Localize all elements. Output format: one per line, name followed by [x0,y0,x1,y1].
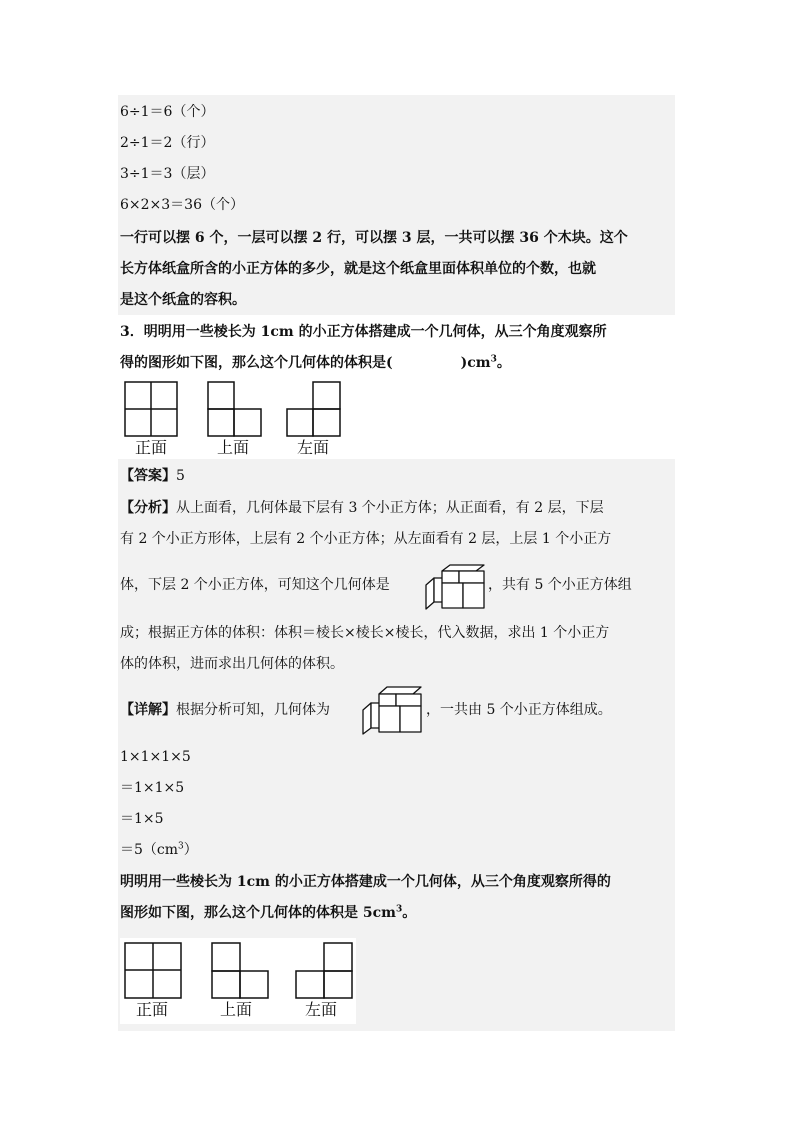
analysis-label: 【分析】 [120,500,176,516]
conclusion-sup: 3 [395,904,403,915]
calc-bottom-2: ＝1×1×5 [120,780,185,796]
question-text: 得的图形如下图，那么这个几何体的体积是( [120,355,393,371]
solid-figure-2 [361,684,425,740]
calc-bottom-3: ＝1×5 [120,811,164,827]
analysis-line-1 [120,498,604,518]
answer-value: 5 [176,468,185,484]
analysis-line-4: 成；根据正方体的体积：体积＝棱长×棱长×棱长，代入数据，求出 1 个小正方 [120,625,610,641]
detail-label: 【详解】 [120,702,176,718]
calc-bottom-4-end: ） [183,842,198,858]
calc-line-1: 6÷1＝6（个） [120,104,215,120]
detail-line-b: ，一共由 5 个小正方体组成。 [426,702,612,718]
conclusion-end: 。 [402,905,417,921]
analysis-line-5: 体的体积，进而求出几何体的体积。 [120,656,344,672]
caption-left-1: 左面 [297,438,330,457]
calc-bottom-1: 1×1×1×5 [120,749,191,765]
analysis-line-2: 有 2 个小正方形体，上层有 2 个小正方体；从左面看有 2 层，上层 1 个小正方 [120,531,612,547]
analysis-line-3b: ，共有 5 个小正方体组 [488,577,632,593]
calc-bottom-4 [120,840,198,860]
caption-front-2: 正面 [136,1000,169,1019]
conclusion-text: 图形如下图，那么这个几何体的体积是 5cm [120,905,396,921]
caption-top-1: 上面 [217,438,250,457]
caption-front-1: 正面 [135,438,168,457]
answer-label: 【答案】 [120,468,176,484]
calc-line-3: 3÷1＝3（层） [120,166,215,182]
calc-line-4: 6×2×3＝36（个） [120,197,244,213]
calc-bottom-4-sup: 3 [178,841,184,852]
question-end: 。 [496,355,511,371]
analysis-line-3a: 体，下层 2 个小正方体，可知这个几何体是 [120,577,390,593]
detail-text: 根据分析可知，几何体为 [176,702,330,718]
question-unit-sup: 3 [490,354,497,365]
question-line-1: 3．明明用一些棱长为 1cm 的小正方体搭建成一个几何体，从三个角度观察所 [120,324,607,340]
question-unit: )cm [460,355,491,371]
detail-line-a [120,700,330,720]
three-views-drawing-1 [120,378,350,438]
conclusion-line-2 [120,903,416,923]
question-line-2 [120,353,511,373]
caption-left-2: 左面 [305,1000,338,1019]
summary-line-2: 长方体纸盒所含的小正方体的多少，就是这个纸盒里面体积单位的个数，也就 [120,261,596,277]
conclusion-line-1: 明明用一些棱长为 1cm 的小正方体搭建成一个几何体，从三个角度观察所得的 [120,874,611,890]
caption-top-2: 上面 [220,1000,253,1019]
analysis-text-1: 从上面看，几何体最下层有 3 个小正方体；从正面看，有 2 层，下层 [176,500,604,516]
cube-solid-icon-2 [361,684,425,736]
three-views-figure-1 [120,378,350,438]
cube-solid-icon [424,561,488,611]
calc-bottom-4-text: ＝5（cm [120,842,179,858]
solid-figure-1 [424,561,488,615]
answer-line [120,466,185,486]
summary-line-3: 是这个纸盒的容积。 [120,292,246,308]
calc-line-2: 2÷1＝2（行） [120,135,215,151]
summary-line-1: 一行可以摆 6 个，一层可以摆 2 行，可以摆 3 层，一共可以摆 36 个木块。这个 [120,230,628,246]
